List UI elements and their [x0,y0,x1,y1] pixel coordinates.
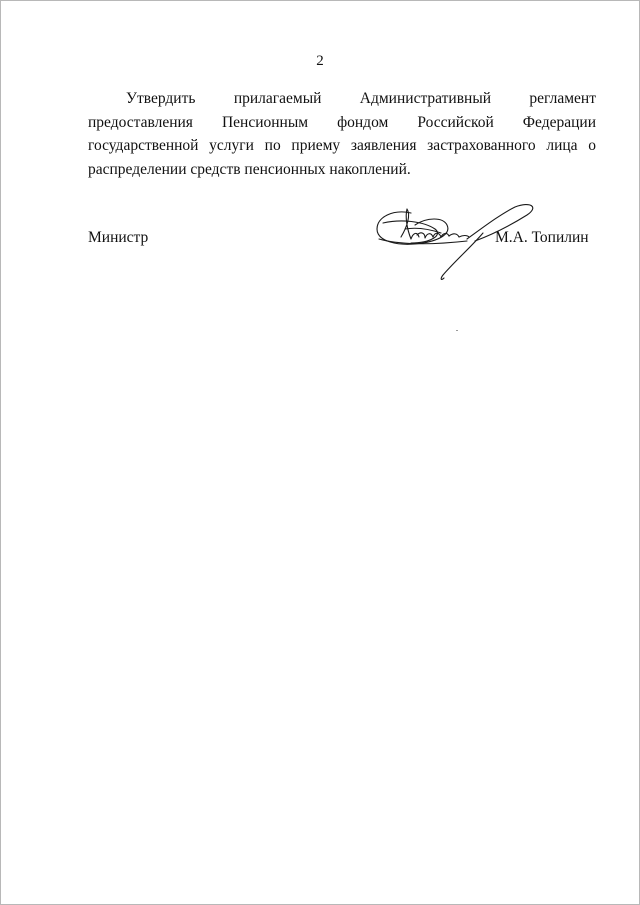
page-number: 2 [316,53,324,69]
signatory-name: М.А. Топилин [495,229,589,246]
signatory-position: Министр [88,229,149,246]
scan-speck [456,330,458,331]
body-paragraph: Утвердить прилагаемый Административный регламент предоставления Пенсионным фондом Российской Федерации государственной услуги по приему заявления застрахованного лица о распределении средств пенсионных накоплений. [88,90,596,178]
